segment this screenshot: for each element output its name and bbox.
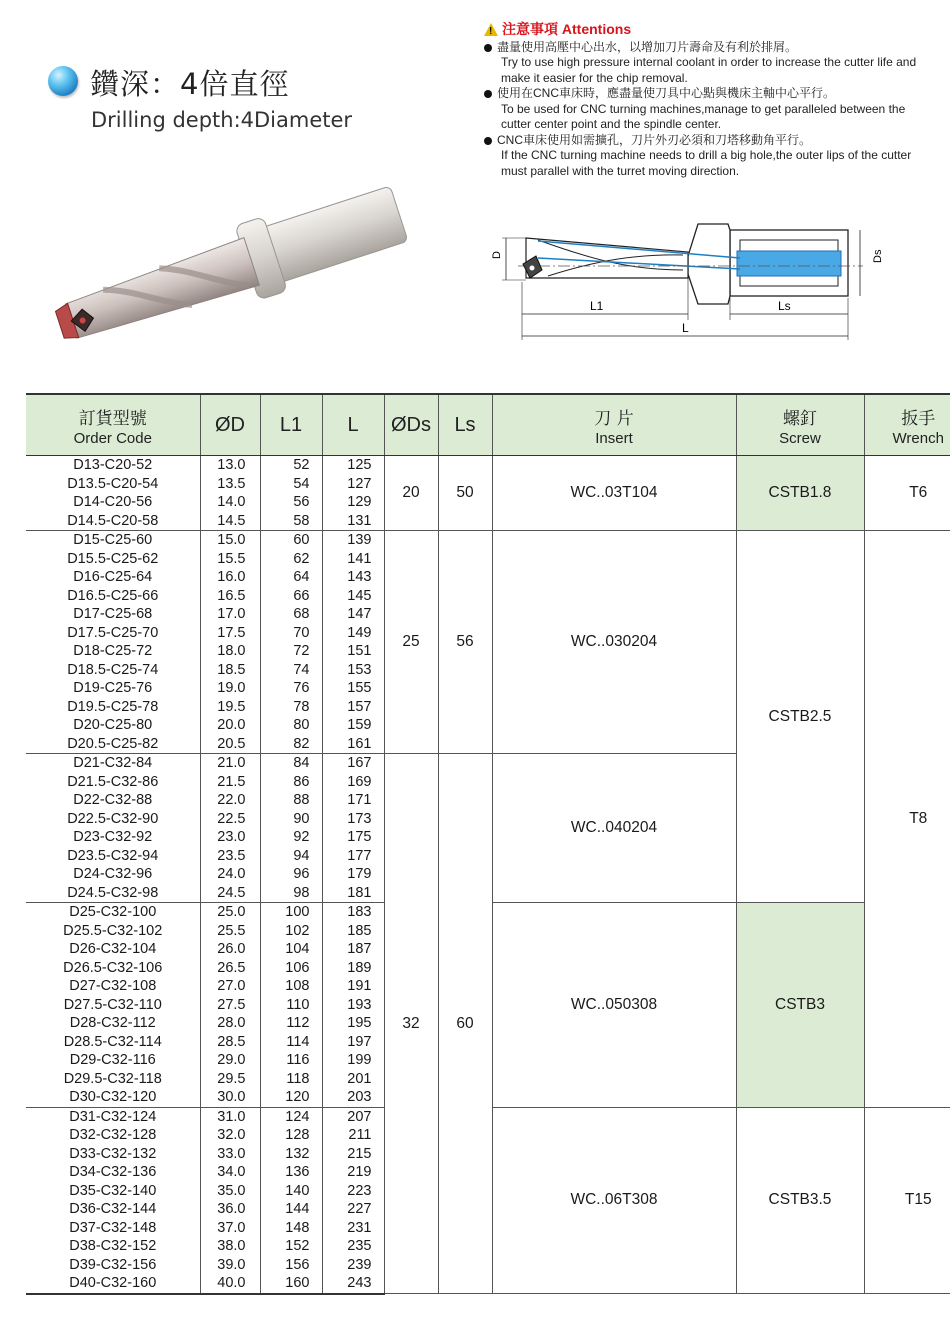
diameter-cell: 37.0	[200, 1219, 260, 1238]
order-code-cell: D39-C32-156	[69, 1256, 157, 1273]
l1-cell: 62	[260, 550, 322, 569]
l1-cell: 118	[260, 1070, 322, 1089]
l-cell: 155	[322, 679, 384, 698]
l1-cell: 120	[260, 1088, 322, 1107]
order-code-cell: D31-C32-124	[26, 1107, 200, 1126]
order-code-cell: D22.5-C32-90	[67, 810, 159, 827]
l1-cell: 92	[260, 828, 322, 847]
l1-cell: 72	[260, 642, 322, 661]
l-cell: 169	[322, 773, 384, 792]
order-code-cell: D34-C32-136	[69, 1164, 157, 1181]
order-code-cell: D30-C32-120	[69, 1089, 157, 1106]
attentions-panel	[484, 22, 924, 179]
l-cell: 127	[322, 475, 384, 494]
col-wrench: 扳手 Wrench	[864, 394, 950, 456]
order-code-cell: D16.5-C25-66	[67, 587, 159, 604]
l1-cell: 98	[260, 884, 322, 903]
diameter-cell: 25.5	[200, 922, 260, 941]
l-cell: 141	[322, 550, 384, 569]
l-cell: 195	[322, 1014, 384, 1033]
l-cell: 183	[322, 903, 384, 922]
order-code-cell: D21.5-C32-86	[67, 773, 159, 790]
dim-l-label: L	[682, 321, 689, 335]
order-code-cell: D24.5-C32-98	[67, 884, 159, 901]
diameter-cell: 32.0	[200, 1126, 260, 1145]
col-order-code: 訂貨型號 Order Code	[26, 394, 200, 456]
diameter-cell: 26.0	[200, 940, 260, 959]
diameter-cell: 40.0	[200, 1274, 260, 1294]
attention-en: If the CNC turning machine needs to drill a big hole,the outer lips of the cutter must parallel with the turret moving direction.	[501, 148, 912, 178]
l-cell: 185	[322, 922, 384, 941]
order-code-cell: D28.5-C32-114	[63, 1033, 162, 1050]
l1-cell: 88	[260, 791, 322, 810]
diameter-cell: 14.0	[200, 493, 260, 512]
attention-item	[484, 86, 924, 133]
order-code-cell: D15.5-C25-62	[67, 550, 159, 567]
diameter-cell: 27.5	[200, 996, 260, 1015]
col-screw: 螺釘 Screw	[736, 394, 864, 456]
diameter-cell: 28.0	[200, 1014, 260, 1033]
l-cell: 151	[322, 642, 384, 661]
diameter-cell: 13.0	[200, 456, 260, 475]
l-cell: 171	[322, 791, 384, 810]
order-code-cell: D26.5-C32-106	[63, 959, 163, 976]
spec-table	[26, 393, 950, 1295]
l-cell: 181	[322, 884, 384, 903]
diameter-cell: 17.0	[200, 605, 260, 624]
l-cell: 129	[322, 493, 384, 512]
table-header-row	[26, 394, 950, 456]
l1-cell: 144	[260, 1200, 322, 1219]
l1-cell: 68	[260, 605, 322, 624]
title-bullet-icon	[48, 66, 78, 96]
l1-cell: 90	[260, 810, 322, 829]
drill-product-image	[40, 180, 420, 370]
order-code-cell: D32-C32-128	[69, 1127, 157, 1144]
l1-cell: 128	[260, 1126, 322, 1145]
l-cell: 167	[322, 754, 384, 773]
screw-cell: CSTB3	[736, 903, 864, 1108]
diameter-cell: 24.0	[200, 865, 260, 884]
col-ls: Ls	[438, 394, 492, 456]
ds-cell: 32	[384, 754, 438, 1294]
order-code-cell: D22-C32-88	[73, 792, 153, 809]
l-cell: 131	[322, 512, 384, 531]
ls-cell: 50	[438, 456, 492, 531]
l1-cell: 156	[260, 1256, 322, 1275]
diameter-cell: 21.0	[200, 754, 260, 773]
order-code-cell: D19-C25-76	[73, 680, 153, 697]
wrench-cell: T15	[864, 1107, 950, 1294]
order-code-cell: D13.5-C20-54	[67, 475, 159, 492]
diameter-cell: 13.5	[200, 475, 260, 494]
diameter-cell: 29.0	[200, 1051, 260, 1070]
insert-cell: WC..030204	[492, 531, 736, 754]
diameter-cell: 31.0	[200, 1107, 260, 1126]
order-code-cell: D25.5-C32-102	[63, 922, 163, 939]
l-cell: 157	[322, 698, 384, 717]
l1-cell: 104	[260, 940, 322, 959]
diameter-cell: 19.5	[200, 698, 260, 717]
l-cell: 125	[322, 456, 384, 475]
l1-cell: 136	[260, 1163, 322, 1182]
attention-en: Try to use high pressure internal coolant in order to increase the cutter life and make it easier for the chip removal.	[501, 55, 917, 85]
l1-cell: 152	[260, 1237, 322, 1256]
l1-cell: 80	[260, 716, 322, 735]
order-code-cell: D38-C32-152	[69, 1238, 157, 1255]
table-row	[26, 456, 950, 475]
order-code-cell: D14.5-C20-58	[67, 512, 159, 529]
l-cell: 153	[322, 661, 384, 680]
l-cell: 199	[322, 1051, 384, 1070]
warning-icon	[484, 23, 498, 36]
diameter-cell: 26.5	[200, 959, 260, 978]
diameter-cell: 39.0	[200, 1256, 260, 1275]
l-cell: 193	[322, 996, 384, 1015]
attention-cn: 盡量使用高壓中心出水，以增加刀片壽命及有利於排屑。	[497, 39, 798, 54]
diameter-cell: 22.5	[200, 810, 260, 829]
diameter-cell: 25.0	[200, 903, 260, 922]
diameter-cell: 20.0	[200, 716, 260, 735]
diameter-cell: 24.5	[200, 884, 260, 903]
drill-technical-drawing	[478, 208, 918, 348]
diameter-cell: 15.0	[200, 531, 260, 550]
attention-cn: CNC車床使用如需擴孔，刀片外刃必須和刀塔移動角平行。	[497, 132, 812, 147]
attention-cn: 使用在CNC車床時，應盡量使刀具中心點與機床主軸中心平行。	[497, 86, 836, 100]
table-row	[26, 531, 950, 550]
l1-cell: 160	[260, 1274, 322, 1294]
l1-cell: 132	[260, 1145, 322, 1164]
l1-cell: 148	[260, 1219, 322, 1238]
l1-cell: 110	[260, 996, 322, 1015]
l1-cell: 78	[260, 698, 322, 717]
l-cell: 173	[322, 810, 384, 829]
l-cell: 235	[322, 1237, 384, 1256]
order-code-cell: D25-C32-100	[26, 903, 200, 922]
diameter-cell: 33.0	[200, 1145, 260, 1164]
order-code-cell: D19.5-C25-78	[67, 698, 159, 715]
diameter-cell: 34.0	[200, 1163, 260, 1182]
l-cell: 147	[322, 605, 384, 624]
diameter-cell: 29.5	[200, 1070, 260, 1089]
l-cell: 191	[322, 977, 384, 996]
diameter-cell: 35.0	[200, 1182, 260, 1201]
l1-cell: 96	[260, 865, 322, 884]
attention-en: To be used for CNC turning machines,manage to get paralleled between the cutter center point and the spindle center.	[501, 101, 906, 131]
l-cell: 159	[322, 716, 384, 735]
dim-d-label: D	[491, 251, 503, 259]
order-code-cell: D24-C32-96	[73, 866, 153, 883]
l1-cell: 108	[260, 977, 322, 996]
l1-cell: 74	[260, 661, 322, 680]
l-cell: 239	[322, 1256, 384, 1275]
diameter-cell: 28.5	[200, 1033, 260, 1052]
wrench-cell: T8	[864, 531, 950, 1108]
col-insert: 刀 片 Insert	[492, 394, 736, 456]
attention-item	[484, 40, 924, 87]
attention-item	[484, 133, 924, 180]
order-code-cell: D18.5-C25-74	[67, 661, 159, 678]
page-title-cn: 鑽深：4倍直徑	[90, 67, 290, 101]
diameter-cell: 20.5	[200, 735, 260, 754]
screw-cell: CSTB3.5	[736, 1107, 864, 1294]
col-l: L	[322, 394, 384, 456]
l1-cell: 54	[260, 475, 322, 494]
l1-cell: 60	[260, 531, 322, 550]
l1-cell: 106	[260, 959, 322, 978]
l-cell: 161	[322, 735, 384, 754]
l-cell: 149	[322, 624, 384, 643]
l-cell: 175	[322, 828, 384, 847]
diameter-cell: 36.0	[200, 1200, 260, 1219]
order-code-cell: D17.5-C25-70	[67, 624, 159, 641]
insert-cell: WC..040204	[492, 754, 736, 903]
bullet-icon	[484, 44, 492, 52]
col-ds: ØDs	[384, 394, 438, 456]
diameter-cell: 18.0	[200, 642, 260, 661]
order-code-cell: D29.5-C32-118	[63, 1070, 162, 1087]
wrench-cell: T6	[864, 456, 950, 531]
l-cell: 189	[322, 959, 384, 978]
order-code-cell: D33-C32-132	[69, 1145, 157, 1162]
order-code-cell: D27.5-C32-110	[63, 996, 162, 1013]
l-cell: 227	[322, 1200, 384, 1219]
diameter-cell: 16.0	[200, 568, 260, 587]
l1-cell: 84	[260, 754, 322, 773]
diameter-cell: 17.5	[200, 624, 260, 643]
diameter-cell: 23.0	[200, 828, 260, 847]
l1-cell: 102	[260, 922, 322, 941]
order-code-cell: D35-C32-140	[69, 1182, 157, 1199]
attentions-heading-text: 注意事項 Attentions	[502, 21, 632, 37]
l-cell: 211	[322, 1126, 384, 1145]
diameter-cell: 23.5	[200, 847, 260, 866]
l-cell: 215	[322, 1145, 384, 1164]
order-code-cell: D13-C20-52	[73, 457, 153, 474]
ls-cell: 56	[438, 531, 492, 754]
ds-cell: 25	[384, 531, 438, 754]
order-code-cell: D18-C25-72	[73, 643, 153, 660]
insert-cell: WC..03T104	[492, 456, 736, 531]
order-code-cell: D23-C32-92	[73, 829, 153, 846]
order-code-cell: D29-C32-116	[69, 1052, 156, 1069]
dim-ds-label: Ds	[872, 249, 884, 263]
l-cell: 143	[322, 568, 384, 587]
l-cell: 207	[322, 1107, 384, 1126]
l1-cell: 100	[260, 903, 322, 922]
l-cell: 243	[322, 1274, 384, 1294]
diameter-cell: 22.0	[200, 791, 260, 810]
l-cell: 231	[322, 1219, 384, 1238]
screw-cell: CSTB2.5	[736, 531, 864, 903]
l1-cell: 66	[260, 587, 322, 606]
l-cell: 201	[322, 1070, 384, 1089]
order-code-cell: D36-C32-144	[69, 1201, 157, 1218]
dim-ls-label: Ls	[778, 299, 791, 313]
order-code-cell: D20.5-C25-82	[67, 735, 159, 752]
bullet-icon	[484, 90, 492, 98]
ds-cell: 20	[384, 456, 438, 531]
l-cell: 219	[322, 1163, 384, 1182]
l1-cell: 56	[260, 493, 322, 512]
l1-cell: 70	[260, 624, 322, 643]
l1-cell: 76	[260, 679, 322, 698]
insert-cell: WC..050308	[492, 903, 736, 1108]
l1-cell: 124	[260, 1107, 322, 1126]
order-code-cell: D37-C32-148	[69, 1219, 157, 1236]
l-cell: 139	[322, 531, 384, 550]
l1-cell: 94	[260, 847, 322, 866]
diameter-cell: 16.5	[200, 587, 260, 606]
l1-cell: 114	[260, 1033, 322, 1052]
l-cell: 223	[322, 1182, 384, 1201]
l1-cell: 86	[260, 773, 322, 792]
page-title-en: Drilling depth:4Diameter	[91, 108, 353, 132]
order-code-cell: D27-C32-108	[69, 978, 157, 995]
l-cell: 203	[322, 1088, 384, 1107]
diameter-cell: 14.5	[200, 512, 260, 531]
order-code-cell: D17-C25-68	[73, 606, 153, 623]
diameter-cell: 18.5	[200, 661, 260, 680]
col-l1: L1	[260, 394, 322, 456]
l-cell: 145	[322, 587, 384, 606]
l1-cell: 58	[260, 512, 322, 531]
l-cell: 197	[322, 1033, 384, 1052]
order-code-cell: D40-C32-160	[26, 1274, 200, 1294]
diameter-cell: 21.5	[200, 773, 260, 792]
l-cell: 187	[322, 940, 384, 959]
insert-cell: WC..06T308	[492, 1107, 736, 1294]
l-cell: 177	[322, 847, 384, 866]
col-d: ØD	[200, 394, 260, 456]
order-code-cell: D28-C32-112	[69, 1015, 156, 1032]
diameter-cell: 27.0	[200, 977, 260, 996]
dim-l1-label: L1	[590, 299, 604, 313]
order-code-cell: D23.5-C32-94	[67, 847, 159, 864]
order-code-cell: D20-C25-80	[73, 717, 153, 734]
order-code-cell: D15-C25-60	[26, 531, 200, 550]
diameter-cell: 19.0	[200, 679, 260, 698]
l1-cell: 82	[260, 735, 322, 754]
l1-cell: 64	[260, 568, 322, 587]
bullet-icon	[484, 137, 492, 145]
diameter-cell: 30.0	[200, 1088, 260, 1107]
l1-cell: 112	[260, 1014, 322, 1033]
l1-cell: 140	[260, 1182, 322, 1201]
diameter-cell: 38.0	[200, 1237, 260, 1256]
order-code-cell: D14-C20-56	[73, 494, 153, 511]
order-code-cell: D16-C25-64	[73, 569, 153, 586]
ls-cell: 60	[438, 754, 492, 1294]
order-code-cell: D26-C32-104	[69, 941, 157, 958]
l1-cell: 116	[260, 1051, 322, 1070]
diameter-cell: 15.5	[200, 550, 260, 569]
l-cell: 179	[322, 865, 384, 884]
order-code-cell: D21-C32-84	[26, 754, 200, 773]
attentions-heading	[484, 22, 924, 38]
screw-cell: CSTB1.8	[736, 456, 864, 531]
l1-cell: 52	[260, 456, 322, 475]
